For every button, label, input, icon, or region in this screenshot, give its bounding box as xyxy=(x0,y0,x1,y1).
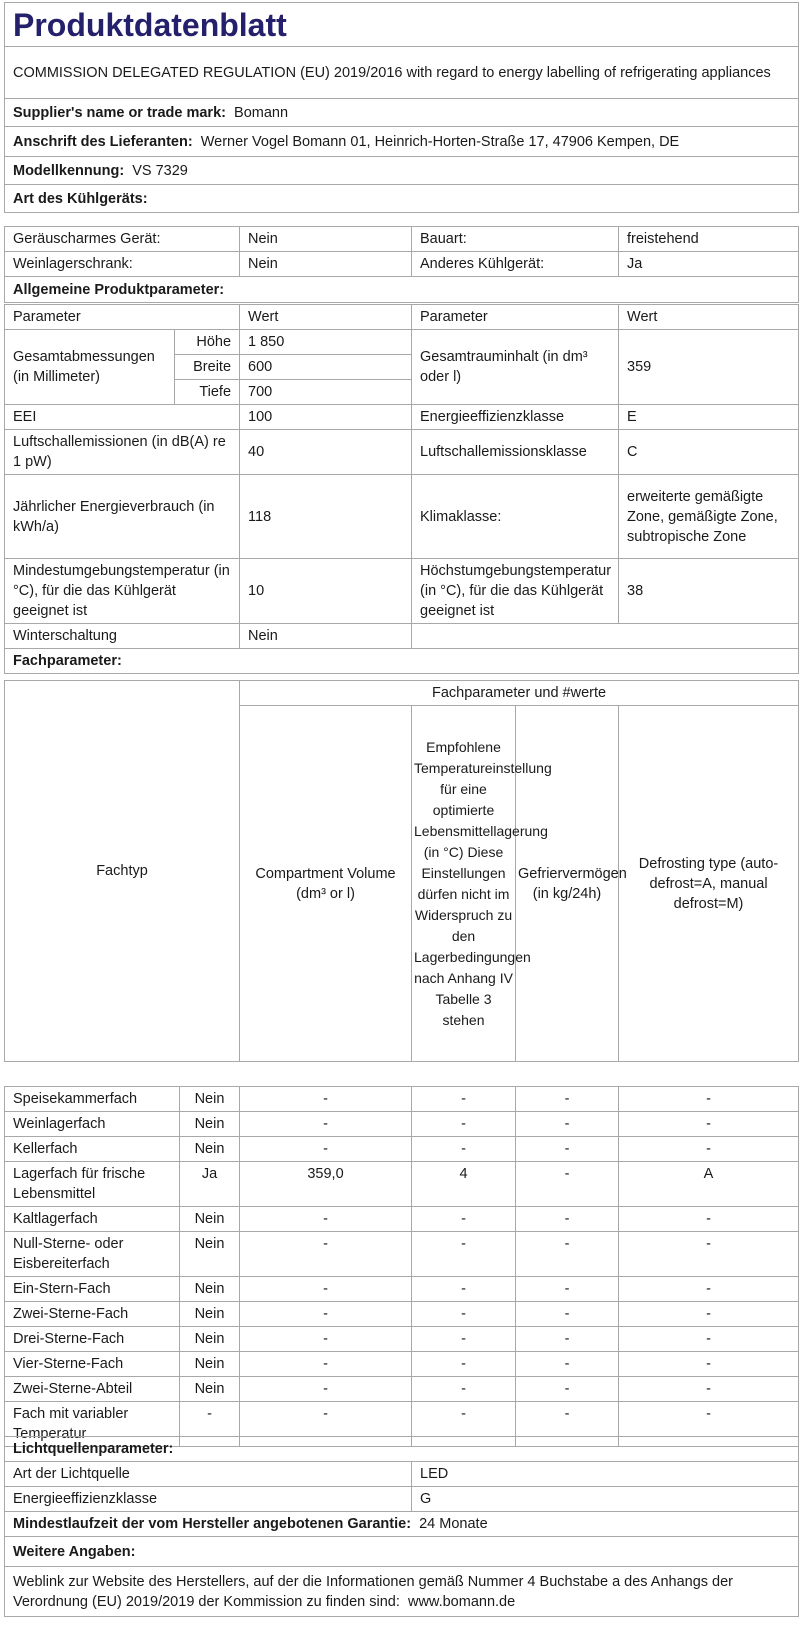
compartment-volume: - xyxy=(240,1207,412,1232)
dimension-value: 1 850 xyxy=(240,330,412,355)
compartment-temperature: - xyxy=(412,1302,516,1327)
manufacturer-link[interactable]: www.bomann.de xyxy=(407,1593,516,1610)
column-header: Wert xyxy=(240,305,412,330)
type-heading: Art des Kühlgeräts: xyxy=(5,185,799,213)
compartment-freezing: - xyxy=(516,1207,619,1232)
parameter-value: E xyxy=(619,405,799,430)
compartment-temperature: 4 xyxy=(412,1162,516,1207)
compartment-temperature: - xyxy=(412,1112,516,1137)
compartment-row xyxy=(5,1137,799,1162)
type-table xyxy=(4,226,798,303)
compartment-freezing: - xyxy=(516,1302,619,1327)
compartment-present: Ja xyxy=(180,1162,240,1207)
light-value: G xyxy=(412,1487,799,1512)
parameter-value: 38 xyxy=(619,559,799,624)
compartment-defrost: - xyxy=(619,1302,799,1327)
compartment-present: Nein xyxy=(180,1207,240,1232)
parameter-value: 40 xyxy=(240,430,412,475)
compartment-row xyxy=(5,1377,799,1402)
compartment-row xyxy=(5,1302,799,1327)
compartment-row xyxy=(5,1112,799,1137)
general-table xyxy=(4,304,798,674)
compartment-row xyxy=(5,1277,799,1302)
compartment-freezing: - xyxy=(516,1277,619,1302)
compartment-freezing: - xyxy=(516,1112,619,1137)
parameter-value: 10 xyxy=(240,559,412,624)
compartment-volume: - xyxy=(240,1087,412,1112)
footer-table xyxy=(4,1436,798,1617)
compartment-name: Null-Sterne- oder Eisbereiterfach xyxy=(5,1232,180,1277)
compartment-freezing: - xyxy=(516,1232,619,1277)
compartment-row xyxy=(5,1207,799,1232)
type-value: Ja xyxy=(619,252,799,277)
compartment-temperature: - xyxy=(412,1207,516,1232)
compartment-temperature: - xyxy=(412,1277,516,1302)
general-row xyxy=(5,559,799,624)
compartment-name: Fach mit variabler Temperatur xyxy=(5,1402,180,1447)
compartment-freezing: - xyxy=(516,1377,619,1402)
parameter-label: Luftschallemissionsklasse xyxy=(412,430,619,475)
compartment-present: - xyxy=(180,1402,240,1447)
column-header: Parameter xyxy=(412,305,619,330)
dimensions-label: Gesamtabmessungen (in Millimeter) xyxy=(5,330,175,405)
compartment-volume: - xyxy=(240,1402,412,1447)
more-text: Weblink zur Website des Herstellers, auf der die Informationen gemäß Nummer 4 Buchstabe a des Anhangs der Verordnung (EU) 2019/2019 der Kommission zu finden sind: xyxy=(13,1573,733,1610)
compartment-row xyxy=(5,1352,799,1377)
compartment-temperature: - xyxy=(412,1232,516,1277)
temperature-header: Empfohlene Temperatureinstellung für eine optimierte Lebensmittellagerung (in °C) Diese Einstellungen dürfen nicht im Widerspruch zu den Lagerbedingungen nach Anhang IV Tabelle 3 stehen xyxy=(412,706,516,1062)
compartment-volume: 359,0 xyxy=(240,1162,412,1207)
empty-cell xyxy=(412,624,799,649)
parameter-label: Mindestumgebungstemperatur (in °C), für die das Kühlgerät geeignet ist xyxy=(5,559,240,624)
general-row xyxy=(5,475,799,559)
compartment-temperature: - xyxy=(412,1377,516,1402)
general-head-row xyxy=(5,305,799,330)
compartment-name: Lagerfach für frische Lebensmittel xyxy=(5,1162,180,1207)
compartment-header-table xyxy=(4,680,798,1062)
dimension-value: 700 xyxy=(240,380,412,405)
type-row xyxy=(5,227,799,252)
compartment-temperature: - xyxy=(412,1087,516,1112)
defrost-header: Defrosting type (auto-defrost=A, manual defrost=M) xyxy=(619,706,799,1062)
parameter-label: Höchstumgebungstemperatur (in °C), für die das Kühlgerät geeignet ist xyxy=(412,559,619,624)
general-row xyxy=(5,430,799,475)
parameter-value: C xyxy=(619,430,799,475)
light-value: LED xyxy=(412,1462,799,1487)
compartment-row xyxy=(5,1232,799,1277)
type-value: Nein xyxy=(240,252,412,277)
compartment-defrost: - xyxy=(619,1087,799,1112)
compartment-temperature: - xyxy=(412,1137,516,1162)
column-header: Wert xyxy=(619,305,799,330)
light-label: Energieeffizienzklasse xyxy=(5,1487,412,1512)
parameter-label: Klimaklasse: xyxy=(412,475,619,559)
compartments-heading: Fachparameter: xyxy=(5,649,799,674)
compartment-temperature: - xyxy=(412,1352,516,1377)
compartment-temperature: - xyxy=(412,1402,516,1447)
compartment-name: Drei-Sterne-Fach xyxy=(5,1327,180,1352)
compartment-present: Nein xyxy=(180,1137,240,1162)
light-row xyxy=(5,1487,799,1512)
warranty-row xyxy=(5,1512,799,1537)
compartment-freezing: - xyxy=(516,1087,619,1112)
parameter-label: Winterschaltung xyxy=(5,624,240,649)
compartment-name: Speisekammerfach xyxy=(5,1087,180,1112)
compartment-defrost: - xyxy=(619,1232,799,1277)
type-value: Nein xyxy=(240,227,412,252)
dimension-value: 600 xyxy=(240,355,412,380)
dimension-name: Höhe xyxy=(175,330,240,355)
fachtyp-header: Fachtyp xyxy=(5,681,240,1062)
header-block xyxy=(4,2,798,213)
general-row xyxy=(5,624,799,649)
general-row xyxy=(5,405,799,430)
compartment-present: Nein xyxy=(180,1302,240,1327)
light-label: Art der Lichtquelle xyxy=(5,1462,412,1487)
parameter-value: erweiterte gemäßigte Zone, gemäßigte Zone, subtropische Zone xyxy=(619,475,799,559)
regulation-text: COMMISSION DELEGATED REGULATION (EU) 2019/2016 with regard to energy labelling of refrigerating appliances xyxy=(5,47,799,99)
column-header: Parameter xyxy=(5,305,240,330)
supplier-row xyxy=(5,99,799,127)
compartment-defrost: A xyxy=(619,1162,799,1207)
compartment-defrost: - xyxy=(619,1112,799,1137)
page-title: Produktdatenblatt xyxy=(5,3,799,47)
volume-header: Compartment Volume (dm³ or l) xyxy=(240,706,412,1062)
compartment-present: Nein xyxy=(180,1327,240,1352)
compartment-freezing: - xyxy=(516,1162,619,1207)
supplier-label: Supplier's name or trade mark: xyxy=(13,104,226,121)
type-label: Bauart: xyxy=(412,227,619,252)
parameter-value: Nein xyxy=(240,624,412,649)
type-row xyxy=(5,252,799,277)
group-header: Fachparameter und #werte xyxy=(240,681,799,706)
more-row xyxy=(5,1567,799,1617)
dimension-name: Breite xyxy=(175,355,240,380)
warranty-label: Mindestlaufzeit der vom Hersteller angebotenen Garantie: xyxy=(13,1516,412,1532)
address-row xyxy=(5,127,799,157)
volume-value: 359 xyxy=(619,330,799,405)
type-label: Weinlagerschrank: xyxy=(5,252,240,277)
type-value: freistehend xyxy=(619,227,799,252)
parameter-label: Luftschallemissionen (in dB(A) re 1 pW) xyxy=(5,430,240,475)
model-label: Modellkennung: xyxy=(13,162,125,179)
compartment-present: Nein xyxy=(180,1087,240,1112)
model-value: VS 7329 xyxy=(132,162,188,179)
compartment-volume: - xyxy=(240,1327,412,1352)
compartment-name: Zwei-Sterne-Fach xyxy=(5,1302,180,1327)
compartment-row xyxy=(5,1162,799,1207)
freezing-header: Gefriervermögen (in kg/24h) xyxy=(516,706,619,1062)
compartment-volume: - xyxy=(240,1302,412,1327)
type-label: Geräuscharmes Gerät: xyxy=(5,227,240,252)
compartment-volume: - xyxy=(240,1352,412,1377)
warranty-value: 24 Monate xyxy=(419,1516,488,1532)
compartment-defrost: - xyxy=(619,1352,799,1377)
compartment-present: Nein xyxy=(180,1352,240,1377)
dimension-name: Tiefe xyxy=(175,380,240,405)
volume-label: Gesamtrauminhalt (in dm³ oder l) xyxy=(412,330,619,405)
model-row xyxy=(5,157,799,185)
compartment-name: Kellerfach xyxy=(5,1137,180,1162)
compartment-temperature: - xyxy=(412,1327,516,1352)
compartment-present: Nein xyxy=(180,1277,240,1302)
compartment-freezing: - xyxy=(516,1402,619,1447)
compartment-volume: - xyxy=(240,1277,412,1302)
compartment-name: Zwei-Sterne-Abteil xyxy=(5,1377,180,1402)
compartment-defrost: - xyxy=(619,1277,799,1302)
compartment-name: Vier-Sterne-Fach xyxy=(5,1352,180,1377)
parameter-value: 100 xyxy=(240,405,412,430)
compartment-defrost: - xyxy=(619,1377,799,1402)
parameter-value: 118 xyxy=(240,475,412,559)
general-heading: Allgemeine Produktparameter: xyxy=(5,277,799,303)
compartment-table xyxy=(4,1086,798,1447)
type-label: Anderes Kühlgerät: xyxy=(412,252,619,277)
supplier-value: Bomann xyxy=(234,104,289,121)
compartment-freezing: - xyxy=(516,1137,619,1162)
compartment-name: Ein-Stern-Fach xyxy=(5,1277,180,1302)
compartment-freezing: - xyxy=(516,1327,619,1352)
light-row xyxy=(5,1462,799,1487)
light-heading: Lichtquellenparameter: xyxy=(5,1437,799,1462)
compartment-defrost: - xyxy=(619,1207,799,1232)
compartment-defrost: - xyxy=(619,1137,799,1162)
compartment-name: Weinlagerfach xyxy=(5,1112,180,1137)
compartment-row xyxy=(5,1087,799,1112)
parameter-label: Energieeffizienzklasse xyxy=(412,405,619,430)
address-label: Anschrift des Lieferanten: xyxy=(13,133,193,150)
address-value: Werner Vogel Bomann 01, Heinrich-Horten-Straße 17, 47906 Kempen, DE xyxy=(200,133,680,150)
compartment-defrost: - xyxy=(619,1402,799,1447)
parameter-label: Jährlicher Energieverbrauch (in kWh/a) xyxy=(5,475,240,559)
parameter-label: EEI xyxy=(5,405,240,430)
compartment-defrost: - xyxy=(619,1327,799,1352)
compartment-volume: - xyxy=(240,1232,412,1277)
compartment-freezing: - xyxy=(516,1352,619,1377)
compartment-volume: - xyxy=(240,1137,412,1162)
compartment-volume: - xyxy=(240,1377,412,1402)
compartment-present: Nein xyxy=(180,1232,240,1277)
compartment-present: Nein xyxy=(180,1112,240,1137)
more-heading: Weitere Angaben: xyxy=(5,1537,799,1567)
compartment-name: Kaltlagerfach xyxy=(5,1207,180,1232)
compartment-row xyxy=(5,1327,799,1352)
compartment-present: Nein xyxy=(180,1377,240,1402)
compartment-volume: - xyxy=(240,1112,412,1137)
